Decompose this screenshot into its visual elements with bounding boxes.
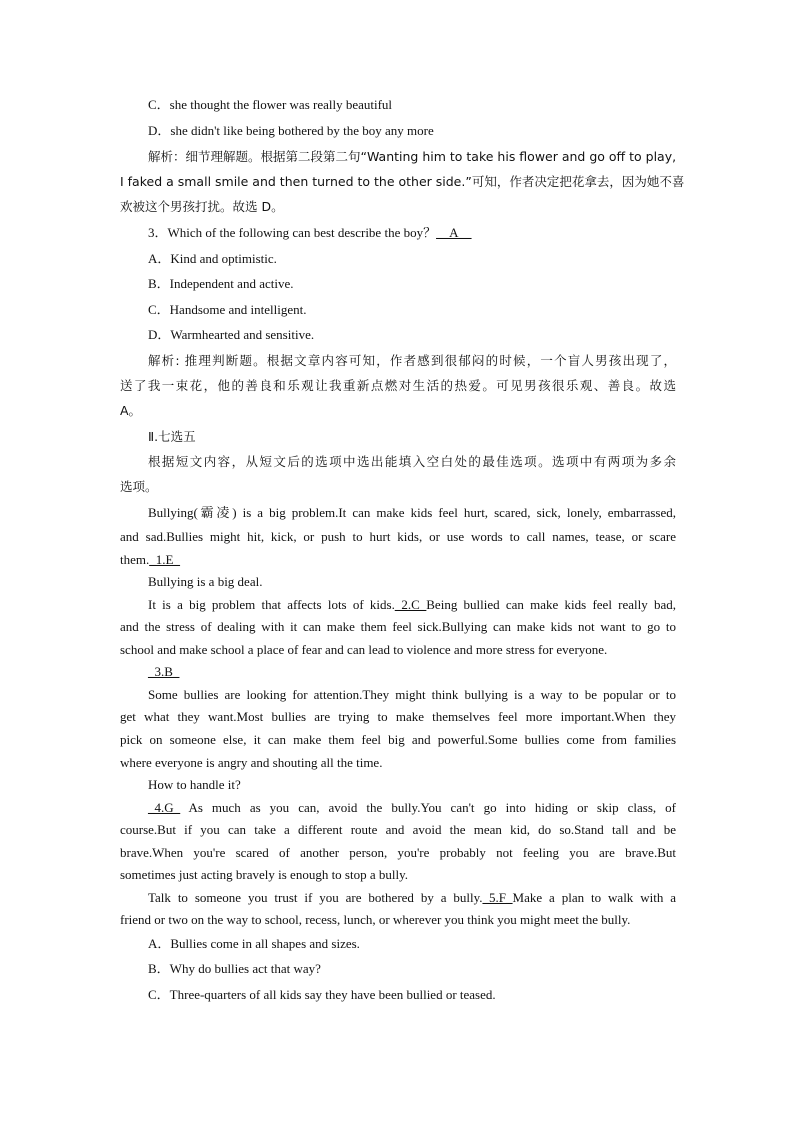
subheading-handle-it: How to handle it? <box>148 777 241 792</box>
answer-blank-2: _2.C_ <box>394 597 427 612</box>
passage-p4-line-1 <box>148 796 676 819</box>
passage-p4-line-4: sometimes just acting bravely is enough to stop a bully. <box>120 867 409 882</box>
passage-p2-line-2: and the stress of dealing with it can make them feel sick.Bullying can make kids not want to go to <box>120 619 676 634</box>
option-b: B．Why do bullies act that way? <box>148 961 321 976</box>
q3-option-c: C．Handsome and intelligent. <box>148 302 307 317</box>
passage-p5-line-1 <box>148 886 676 909</box>
passage-p4-line-3: brave.When you're scared of another person, you're probably not feeling you are brave.But <box>120 845 676 860</box>
q2-explanation-line-2: I faked a small smile and then turned to the other side.”可知，作者决定把花拿去，因为她不喜 <box>120 174 685 189</box>
q2-option-d: D．she didn't like being bothered by the boy any more <box>148 123 434 138</box>
option-c: C．Three-quarters of all kids say they have been bullied or teased. <box>148 987 496 1002</box>
passage-text: Talk to someone you trust if you are bothered by a bully. <box>148 890 483 905</box>
q3-explanation-line-1: 解析: 推理判断题。根据文章内容可知，作者感到很郁闷的时候，一个盲人男孩出现了， <box>148 353 676 368</box>
passage-text: Being bullied can make kids feel really bad, <box>426 597 677 612</box>
subheading-big-deal: Bullying is a big deal. <box>148 574 263 589</box>
answer-blank-3: _3.B_ <box>148 664 180 679</box>
q3-explanation-line-2: 送了我一束花，他的善良和乐观让我重新点燃对生活的热爱。可见男孩很乐观、善良。故选 <box>120 378 676 393</box>
passage-p3-line-4: where everyone is angry and shouting all the time. <box>120 755 383 770</box>
section-instruction-line-1: 根据短文内容，从短文后的选项中选出能填入空白处的最佳选项。选项中有两项为多余 <box>148 454 676 469</box>
answer-blank-1: _1.E_ <box>149 552 180 567</box>
q2-explanation-line-1 <box>148 145 676 168</box>
passage-p3-line-3: pick on someone else, it can make them feel big and powerful.Some bullies come from families <box>120 732 676 747</box>
explanation-label: 解析： <box>148 149 186 164</box>
q3-stem <box>148 221 676 244</box>
answer-blank-5: _5.F_ <box>482 890 513 905</box>
section-heading: Ⅱ.七选五 <box>148 429 196 444</box>
q2-explanation-line-3: 欢被这个男孩打扰。故选 D。 <box>120 199 284 214</box>
passage-p2-line-1 <box>148 593 676 616</box>
passage-p3-line-1: Some bullies are looking for attention.They might think bullying is a way to be popular or to <box>148 687 676 702</box>
passage-p1-line-3 <box>120 548 676 571</box>
passage-p1-line-1: Bullying(霸凌) is a big problem.It can make kids feel hurt, scared, sick, lonely, embarrassed, <box>148 505 676 520</box>
q3-option-d: D．Warmhearted and sensitive. <box>148 327 315 342</box>
option-a: A．Bullies come in all shapes and sizes. <box>148 936 360 951</box>
q3-answer: __A__ <box>436 225 472 240</box>
passage-p2-line-3: school and make school a place of fear and can lead to violence and more stress for everyone. <box>120 642 608 657</box>
passage-p1-line-2: and sad.Bullies might hit, kick, or push to hurt kids, or use words to call names, tease, or scare <box>120 529 676 544</box>
passage-text: As much as you can, avoid the bully.You can't go into hiding or skip class, of <box>188 800 676 815</box>
explanation-text: 细节理解题。根据第二段第二句“Wanting him to take his flower and go off to play, <box>185 149 677 164</box>
passage-p5-line-2: friend or two on the way to school, recess, lunch, or wherever you think you might meet the bully. <box>120 912 631 927</box>
answer-blank-4: _4.G_ <box>148 800 181 815</box>
passage-p3-line-2: get what they want.Most bullies are trying to make themselves feel more important.When they <box>120 709 676 724</box>
q3-option-a: A．Kind and optimistic. <box>148 251 277 266</box>
q3-option-b: B．Independent and active. <box>148 276 294 291</box>
q2-option-c: C．she thought the flower was really beautiful <box>148 97 393 112</box>
section-instruction-line-2: 选项。 <box>120 479 158 494</box>
q3-stem-text: 3．Which of the following can best describe the boy？ <box>148 225 437 240</box>
passage-text: them. <box>120 552 150 567</box>
q3-explanation-line-3: A。 <box>120 403 142 418</box>
passage-text: Make a plan to walk with a <box>512 890 677 905</box>
passage-text: It is a big problem that affects lots of kids. <box>148 597 395 612</box>
passage-p4-line-2: course.But if you can take a different route and avoid the mean kid, do so.Stand tall and be <box>120 822 676 837</box>
